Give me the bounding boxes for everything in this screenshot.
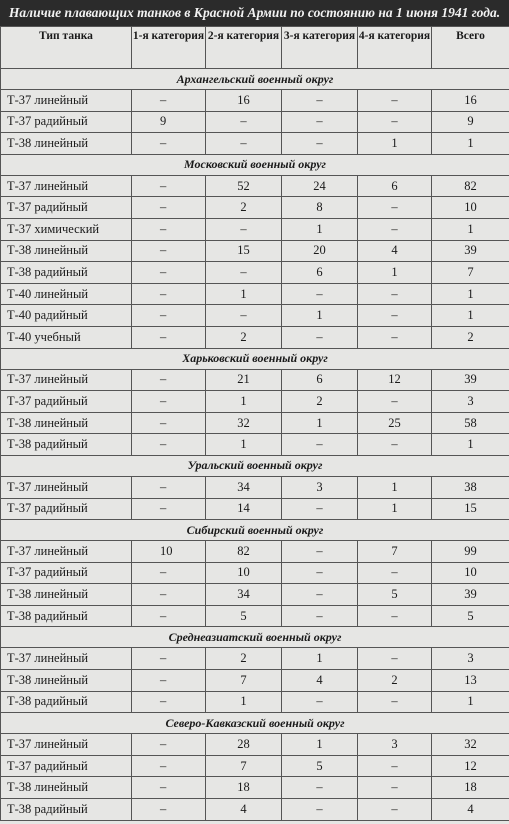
total-cell: 1: [432, 283, 509, 305]
category-4-cell: –: [358, 562, 432, 584]
total-cell: 1: [432, 434, 509, 456]
category-4-cell: 12: [358, 369, 432, 391]
table-row: [1, 197, 509, 219]
total-cell: 82: [432, 175, 509, 197]
district-header-row: [1, 348, 509, 369]
category-2-cell: 2: [206, 197, 282, 219]
category-1-cell: –: [132, 326, 206, 348]
tank-type-cell: Т-38 радийный: [1, 605, 132, 627]
category-3-cell: –: [282, 133, 358, 155]
district-name: Уральский военный округ: [1, 455, 509, 476]
table-row: [1, 90, 509, 112]
category-2-cell: 34: [206, 584, 282, 606]
total-cell: 4: [432, 799, 509, 821]
category-4-cell: 2: [358, 670, 432, 692]
tank-type-cell: Т-37 радийный: [1, 111, 132, 133]
total-cell: 2: [432, 326, 509, 348]
tank-type-cell: Т-40 радийный: [1, 305, 132, 327]
category-1-cell: –: [132, 691, 206, 713]
tank-type-cell: Т-38 линейный: [1, 777, 132, 799]
tank-type-cell: Т-38 радийный: [1, 691, 132, 713]
tank-type-cell: Т-40 линейный: [1, 283, 132, 305]
tank-type-cell: Т-37 линейный: [1, 90, 132, 112]
total-cell: 13: [432, 670, 509, 692]
category-4-cell: 7: [358, 541, 432, 563]
total-cell: 1: [432, 218, 509, 240]
category-4-cell: –: [358, 326, 432, 348]
category-3-cell: –: [282, 777, 358, 799]
total-cell: 39: [432, 369, 509, 391]
total-cell: 16: [432, 90, 509, 112]
category-3-cell: –: [282, 111, 358, 133]
category-4-cell: 6: [358, 175, 432, 197]
tank-type-cell: Т-37 линейный: [1, 734, 132, 756]
table-row: [1, 605, 509, 627]
category-3-cell: 4: [282, 670, 358, 692]
category-3-cell: 1: [282, 218, 358, 240]
table-row: [1, 305, 509, 327]
table-row: [1, 133, 509, 155]
category-3-cell: 1: [282, 648, 358, 670]
category-2-cell: 7: [206, 670, 282, 692]
total-cell: 1: [432, 305, 509, 327]
category-3-cell: 8: [282, 197, 358, 219]
category-4-cell: 1: [358, 133, 432, 155]
district-header-row: [1, 69, 509, 90]
total-cell: 1: [432, 691, 509, 713]
tank-type-cell: Т-37 линейный: [1, 541, 132, 563]
table-row: [1, 799, 509, 821]
table-row: [1, 755, 509, 777]
district-name: Сибирский военный округ: [1, 520, 509, 541]
table-row: [1, 584, 509, 606]
category-1-cell: –: [132, 498, 206, 520]
category-4-cell: –: [358, 111, 432, 133]
total-cell: 38: [432, 476, 509, 498]
category-3-cell: 6: [282, 262, 358, 284]
category-1-cell: –: [132, 734, 206, 756]
total-cell: 9: [432, 111, 509, 133]
tank-type-cell: Т-38 линейный: [1, 412, 132, 434]
category-3-cell: –: [282, 326, 358, 348]
header-row: [1, 27, 509, 69]
category-1-cell: –: [132, 434, 206, 456]
category-1-cell: –: [132, 197, 206, 219]
category-3-cell: 3: [282, 476, 358, 498]
category-4-cell: –: [358, 799, 432, 821]
tank-type-cell: Т-38 линейный: [1, 240, 132, 262]
district-header-row: [1, 154, 509, 175]
table-row: [1, 175, 509, 197]
category-3-cell: –: [282, 498, 358, 520]
category-4-cell: –: [358, 218, 432, 240]
category-3-cell: –: [282, 799, 358, 821]
category-1-cell: –: [132, 562, 206, 584]
category-1-cell: –: [132, 283, 206, 305]
category-2-cell: 32: [206, 412, 282, 434]
total-cell: 12: [432, 755, 509, 777]
category-2-cell: 21: [206, 369, 282, 391]
category-2-cell: 7: [206, 755, 282, 777]
tank-type-cell: Т-38 линейный: [1, 584, 132, 606]
total-cell: 58: [432, 412, 509, 434]
total-cell: 32: [432, 734, 509, 756]
category-4-cell: –: [358, 605, 432, 627]
district-name: Северо-Кавказский военный округ: [1, 713, 509, 734]
district-header-row: [1, 520, 509, 541]
total-cell: 5: [432, 605, 509, 627]
table-row: [1, 648, 509, 670]
category-4-cell: 25: [358, 412, 432, 434]
total-cell: 18: [432, 777, 509, 799]
table-row: [1, 434, 509, 456]
category-2-cell: 2: [206, 326, 282, 348]
category-2-cell: 52: [206, 175, 282, 197]
tank-type-cell: Т-38 радийный: [1, 262, 132, 284]
district-header-row: [1, 627, 509, 648]
category-1-cell: –: [132, 218, 206, 240]
total-cell: 39: [432, 240, 509, 262]
category-1-cell: –: [132, 90, 206, 112]
category-2-cell: 14: [206, 498, 282, 520]
category-2-cell: –: [206, 305, 282, 327]
tank-type-cell: Т-37 радийный: [1, 197, 132, 219]
category-2-cell: 34: [206, 476, 282, 498]
category-1-cell: –: [132, 262, 206, 284]
category-2-cell: 28: [206, 734, 282, 756]
tank-type-cell: Т-37 химический: [1, 218, 132, 240]
tank-type-cell: Т-37 радийный: [1, 391, 132, 413]
category-1-cell: –: [132, 799, 206, 821]
table-title: Наличие плавающих танков в Красной Армии по состоянию на 1 июня 1941 года.: [0, 0, 509, 26]
total-cell: 10: [432, 197, 509, 219]
category-1-cell: –: [132, 175, 206, 197]
category-4-cell: –: [358, 691, 432, 713]
category-3-cell: –: [282, 605, 358, 627]
category-4-cell: –: [358, 648, 432, 670]
total-cell: 3: [432, 391, 509, 413]
category-2-cell: –: [206, 218, 282, 240]
category-3-cell: 20: [282, 240, 358, 262]
category-4-cell: –: [358, 434, 432, 456]
category-3-cell: –: [282, 584, 358, 606]
category-4-cell: –: [358, 305, 432, 327]
category-4-cell: –: [358, 391, 432, 413]
category-2-cell: 1: [206, 391, 282, 413]
category-2-cell: 82: [206, 541, 282, 563]
table-row: [1, 670, 509, 692]
tank-type-cell: Т-37 радийный: [1, 562, 132, 584]
table-row: [1, 562, 509, 584]
tank-type-cell: Т-37 радийный: [1, 498, 132, 520]
header-category-2: 2-я категория: [206, 27, 282, 69]
header-category-4: 4-я категория: [358, 27, 432, 69]
category-3-cell: –: [282, 434, 358, 456]
total-cell: 15: [432, 498, 509, 520]
category-4-cell: 1: [358, 476, 432, 498]
tank-type-cell: Т-37 линейный: [1, 369, 132, 391]
table-row: [1, 734, 509, 756]
table-row: [1, 262, 509, 284]
category-2-cell: 16: [206, 90, 282, 112]
category-1-cell: –: [132, 476, 206, 498]
category-4-cell: –: [358, 90, 432, 112]
category-1-cell: 10: [132, 541, 206, 563]
district-name: Харьковский военный округ: [1, 348, 509, 369]
tank-type-cell: Т-38 линейный: [1, 670, 132, 692]
category-4-cell: 4: [358, 240, 432, 262]
tank-type-cell: Т-38 радийный: [1, 799, 132, 821]
category-1-cell: –: [132, 755, 206, 777]
district-name: Среднеазиатский военный округ: [1, 627, 509, 648]
total-cell: 10: [432, 562, 509, 584]
category-1-cell: –: [132, 305, 206, 327]
table-row: [1, 111, 509, 133]
table-row: [1, 391, 509, 413]
category-4-cell: 3: [358, 734, 432, 756]
table-row: [1, 326, 509, 348]
category-3-cell: 1: [282, 412, 358, 434]
total-cell: 3: [432, 648, 509, 670]
header-category-3: 3-я категория: [282, 27, 358, 69]
category-1-cell: –: [132, 648, 206, 670]
category-3-cell: 24: [282, 175, 358, 197]
total-cell: 1: [432, 133, 509, 155]
district-header-row: [1, 713, 509, 734]
district-header-row: [1, 455, 509, 476]
category-2-cell: 1: [206, 691, 282, 713]
category-4-cell: 1: [358, 498, 432, 520]
category-2-cell: 4: [206, 799, 282, 821]
total-cell: 99: [432, 541, 509, 563]
table-row: [1, 218, 509, 240]
category-2-cell: 2: [206, 648, 282, 670]
tank-type-cell: Т-38 линейный: [1, 133, 132, 155]
category-4-cell: 5: [358, 584, 432, 606]
category-3-cell: 1: [282, 305, 358, 327]
header-total: Всего: [432, 27, 509, 69]
category-3-cell: 6: [282, 369, 358, 391]
category-3-cell: –: [282, 562, 358, 584]
category-1-cell: –: [132, 670, 206, 692]
category-2-cell: 5: [206, 605, 282, 627]
district-name: Архангельский военный округ: [1, 69, 509, 90]
tank-type-cell: Т-40 учебный: [1, 326, 132, 348]
category-3-cell: –: [282, 541, 358, 563]
category-2-cell: 15: [206, 240, 282, 262]
tank-table: [0, 26, 509, 821]
total-cell: 39: [432, 584, 509, 606]
table-row: [1, 691, 509, 713]
category-1-cell: –: [132, 605, 206, 627]
table-row: [1, 412, 509, 434]
total-cell: 7: [432, 262, 509, 284]
category-1-cell: –: [132, 584, 206, 606]
category-2-cell: –: [206, 111, 282, 133]
category-1-cell: 9: [132, 111, 206, 133]
header-category-1: 1-я категория: [132, 27, 206, 69]
category-4-cell: –: [358, 283, 432, 305]
category-1-cell: –: [132, 412, 206, 434]
category-2-cell: 1: [206, 283, 282, 305]
table-row: [1, 476, 509, 498]
category-4-cell: –: [358, 755, 432, 777]
category-2-cell: –: [206, 262, 282, 284]
category-2-cell: 10: [206, 562, 282, 584]
tank-type-cell: Т-37 линейный: [1, 648, 132, 670]
category-4-cell: 1: [358, 262, 432, 284]
tank-type-cell: Т-37 радийный: [1, 755, 132, 777]
category-3-cell: –: [282, 691, 358, 713]
table-row: [1, 240, 509, 262]
tank-type-cell: Т-37 линейный: [1, 476, 132, 498]
district-name: Московский военный округ: [1, 154, 509, 175]
header-tank-type: Тип танка: [1, 27, 132, 69]
tank-type-cell: Т-37 линейный: [1, 175, 132, 197]
category-4-cell: –: [358, 777, 432, 799]
category-3-cell: –: [282, 90, 358, 112]
table-row: [1, 283, 509, 305]
tank-type-cell: Т-38 радийный: [1, 434, 132, 456]
category-3-cell: –: [282, 283, 358, 305]
category-3-cell: 5: [282, 755, 358, 777]
category-3-cell: 2: [282, 391, 358, 413]
category-1-cell: –: [132, 133, 206, 155]
table-row: [1, 498, 509, 520]
table-row: [1, 541, 509, 563]
table-body: [1, 69, 509, 821]
category-4-cell: –: [358, 197, 432, 219]
category-1-cell: –: [132, 369, 206, 391]
category-2-cell: 1: [206, 434, 282, 456]
table-row: [1, 777, 509, 799]
category-1-cell: –: [132, 391, 206, 413]
category-1-cell: –: [132, 777, 206, 799]
category-3-cell: 1: [282, 734, 358, 756]
category-2-cell: 18: [206, 777, 282, 799]
category-2-cell: –: [206, 133, 282, 155]
table-row: [1, 369, 509, 391]
category-1-cell: –: [132, 240, 206, 262]
